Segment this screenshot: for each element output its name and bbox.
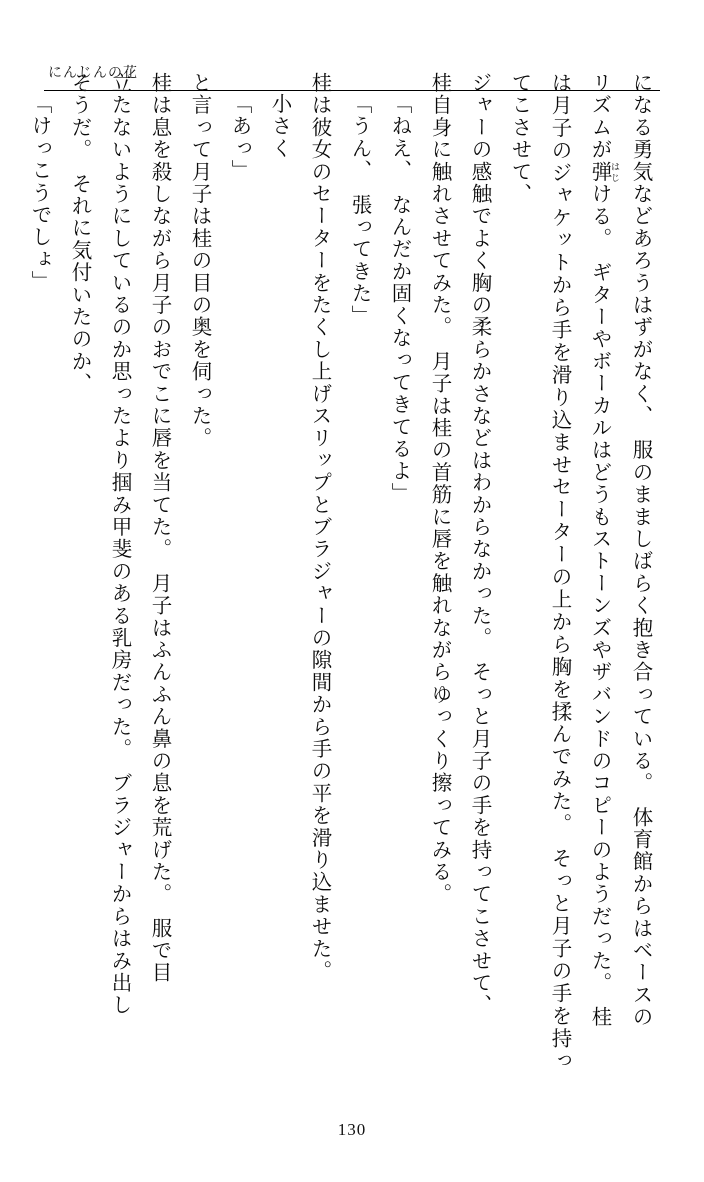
paragraph: 「うん、 張ってきた」 (348, 92, 370, 327)
vertical-text-block (19, 72, 660, 1072)
paragraph: と言って月子は桂の目の奥を伺った。 (188, 72, 210, 450)
page-body (28, 72, 660, 1072)
ruby-reading: はじ (610, 160, 620, 184)
paragraph-with-ruby (579, 72, 620, 1072)
ruby-annotation (588, 160, 620, 184)
paragraph: ジャーの感触でよく胸の柔らかさなどはわからなかった。 そっと月子の手を持ってこさせて、 (468, 72, 490, 1017)
paragraph: 「あっ」 (228, 92, 250, 182)
paragraph: になる勇気などあろうはずがなく、 服のまましばらく抱き合っている。 体育館からはベースの (629, 72, 651, 1029)
running-head: にんじんの花 (48, 66, 138, 81)
paragraph: 「けっこうでしょ」 (28, 92, 50, 293)
paragraph: 「ねえ、 なんだか固くなってきてるよ」 (388, 92, 410, 505)
page-number: 130 (337, 1120, 367, 1139)
paragraph: 桂自身に触れさせてみた。 月子は桂の首筋に唇を触れながらゆっくり擦ってみる。 (428, 72, 450, 906)
paragraph: 小さく (268, 92, 290, 160)
page-header (0, 30, 704, 81)
paragraph: 桂は息を殺しながら月子のおでこに唇を当てた。 月子はふんふん鼻の息を荒げた。 服で目 (148, 72, 170, 984)
paragraph: そうだ。 それに気付いたのか、 (68, 72, 90, 395)
paragraph: は月子のジャケットから手を滑り込ませセーターの上から胸を揉んでみた。 そっと月子の手を持ってこさせて、 (508, 72, 570, 1072)
ruby-base: 弾 (588, 160, 610, 184)
paragraph: 立たないようにしているのか思ったより掴み甲斐のある乳房だった。 ブラジャーからはみ出し (108, 72, 130, 1017)
paragraph-text-part-b: ける。 ギターやボーカルはどうもストーンズやザバンドのコピーのようだった。 桂 (588, 183, 610, 1029)
paragraph-text-part-a: リズムが (588, 72, 610, 161)
paragraph: 桂は彼女のセーターをたくし上げスリップとブラジャーの隙間から手の平を滑り込ませた。 (308, 72, 330, 983)
